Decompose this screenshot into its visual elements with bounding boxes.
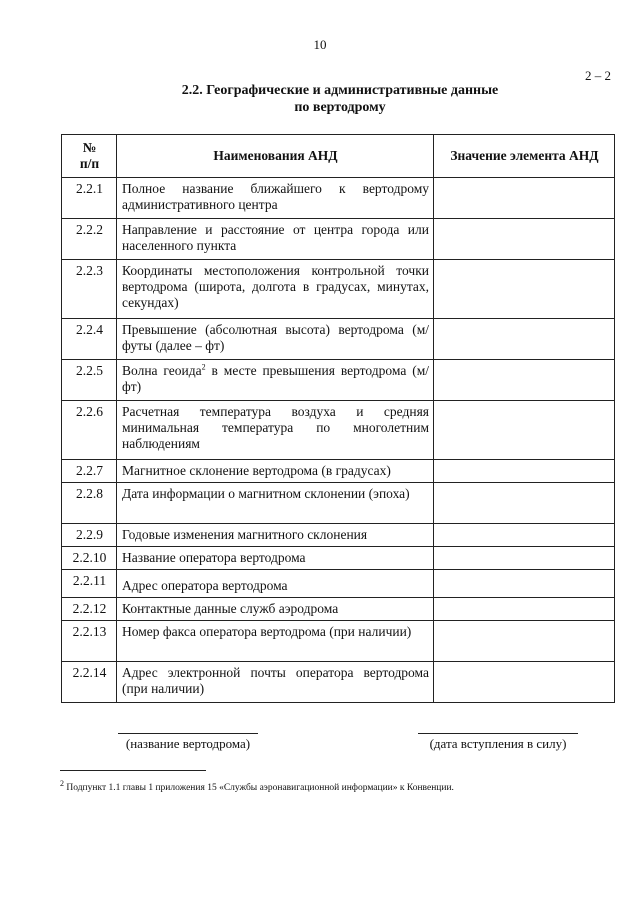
row-value[interactable] bbox=[434, 360, 615, 401]
row-name-text: Волна геоида bbox=[122, 363, 202, 378]
row-num: 2.2.9 bbox=[62, 524, 117, 547]
footnote-text: Подпункт 1.1 главы 1 приложения 15 «Службы аэронавигационной информации» к Конвенции. bbox=[64, 783, 454, 793]
header-num-line1: № bbox=[82, 140, 97, 155]
row-name: Название оператора вертодрома bbox=[117, 547, 434, 570]
row-name: Контактные данные служб аэродрома bbox=[117, 598, 434, 621]
row-name bbox=[117, 360, 434, 401]
row-name: Адрес оператора вертодрома bbox=[117, 570, 434, 598]
footnote-marker: 2 bbox=[60, 778, 64, 788]
row-value[interactable] bbox=[434, 524, 615, 547]
table-row bbox=[62, 401, 615, 460]
row-value[interactable] bbox=[434, 547, 615, 570]
row-num: 2.2.8 bbox=[62, 483, 117, 524]
and-data-table bbox=[61, 134, 615, 703]
row-name: Превышение (абсолютная высота) вертодрома (м/футы (далее – фт) bbox=[117, 319, 434, 360]
row-name: Полное название ближайшего к вертодрому административного центра bbox=[117, 178, 434, 219]
row-num: 2.2.10 bbox=[62, 547, 117, 570]
row-num: 2.2.4 bbox=[62, 319, 117, 360]
row-name: Дата информации о магнитном склонении (эпоха) bbox=[117, 483, 434, 524]
table-row bbox=[62, 662, 615, 703]
header-num bbox=[62, 135, 117, 178]
header-value: Значение элемента АНД bbox=[434, 135, 615, 178]
table-row bbox=[62, 219, 615, 260]
row-num: 2.2.2 bbox=[62, 219, 117, 260]
row-value[interactable] bbox=[434, 260, 615, 319]
row-value[interactable] bbox=[434, 319, 615, 360]
signature-line bbox=[418, 733, 578, 734]
row-num: 2.2.11 bbox=[62, 570, 117, 598]
table-row bbox=[62, 319, 615, 360]
table-row bbox=[62, 460, 615, 483]
row-value[interactable] bbox=[434, 483, 615, 524]
row-name: Адрес электронной почты оператора вертодрома (при наличии) bbox=[117, 662, 434, 703]
table-row bbox=[62, 178, 615, 219]
table-row bbox=[62, 547, 615, 570]
row-value[interactable] bbox=[434, 401, 615, 460]
table-row bbox=[62, 483, 615, 524]
row-value[interactable] bbox=[434, 621, 615, 662]
table-row bbox=[62, 598, 615, 621]
row-name: Направление и расстояние от центра города или населенного пункта bbox=[117, 219, 434, 260]
row-num: 2.2.14 bbox=[62, 662, 117, 703]
footnote bbox=[60, 778, 620, 794]
row-value[interactable] bbox=[434, 178, 615, 219]
row-value[interactable] bbox=[434, 460, 615, 483]
row-value[interactable] bbox=[434, 662, 615, 703]
signature-left-caption: (название вертодрома) bbox=[125, 736, 251, 751]
signature-right-caption: (дата вступления в силу) bbox=[429, 736, 567, 751]
row-num: 2.2.13 bbox=[62, 621, 117, 662]
signature-line bbox=[118, 733, 258, 734]
table-row bbox=[62, 621, 615, 662]
row-num: 2.2.7 bbox=[62, 460, 117, 483]
row-value[interactable] bbox=[434, 219, 615, 260]
signature-right bbox=[418, 733, 578, 752]
page-number: 10 bbox=[313, 37, 327, 52]
header-name: Наименования АНД bbox=[117, 135, 434, 178]
row-num: 2.2.5 bbox=[62, 360, 117, 401]
table-row bbox=[62, 260, 615, 319]
row-name: Номер факса оператора вертодрома (при наличии) bbox=[117, 621, 434, 662]
row-num: 2.2.1 bbox=[62, 178, 117, 219]
row-name-text: в месте превышения вертодрома (м/фт) bbox=[122, 363, 430, 394]
footnote-ref: 2 bbox=[201, 362, 206, 372]
section-title-line1: 2.2. Географические и административные данные bbox=[181, 83, 499, 98]
row-name: Расчетная температура воздуха и средняя минимальная температура по многолетним наблюдениям bbox=[117, 401, 434, 460]
table-header-row bbox=[62, 135, 615, 178]
row-num: 2.2.6 bbox=[62, 401, 117, 460]
section-title bbox=[150, 82, 530, 116]
row-name: Годовые изменения магнитного склонения bbox=[117, 524, 434, 547]
signature-left bbox=[118, 733, 258, 752]
table-row bbox=[62, 524, 615, 547]
row-name: Координаты местоположения контрольной точки вертодрома (широта, долгота в градусах, минутах, секундах) bbox=[117, 260, 434, 319]
row-num: 2.2.3 bbox=[62, 260, 117, 319]
table-row bbox=[62, 570, 615, 598]
section-title-line2: по вертодрому bbox=[294, 100, 386, 115]
row-value[interactable] bbox=[434, 570, 615, 598]
row-num: 2.2.12 bbox=[62, 598, 117, 621]
footnote-divider bbox=[60, 770, 206, 771]
header-num-line2: п/п bbox=[79, 156, 100, 171]
row-value[interactable] bbox=[434, 598, 615, 621]
row-name: Магнитное склонение вертодрома (в градусах) bbox=[117, 460, 434, 483]
form-code: 2 – 2 bbox=[585, 68, 611, 83]
table-row bbox=[62, 360, 615, 401]
